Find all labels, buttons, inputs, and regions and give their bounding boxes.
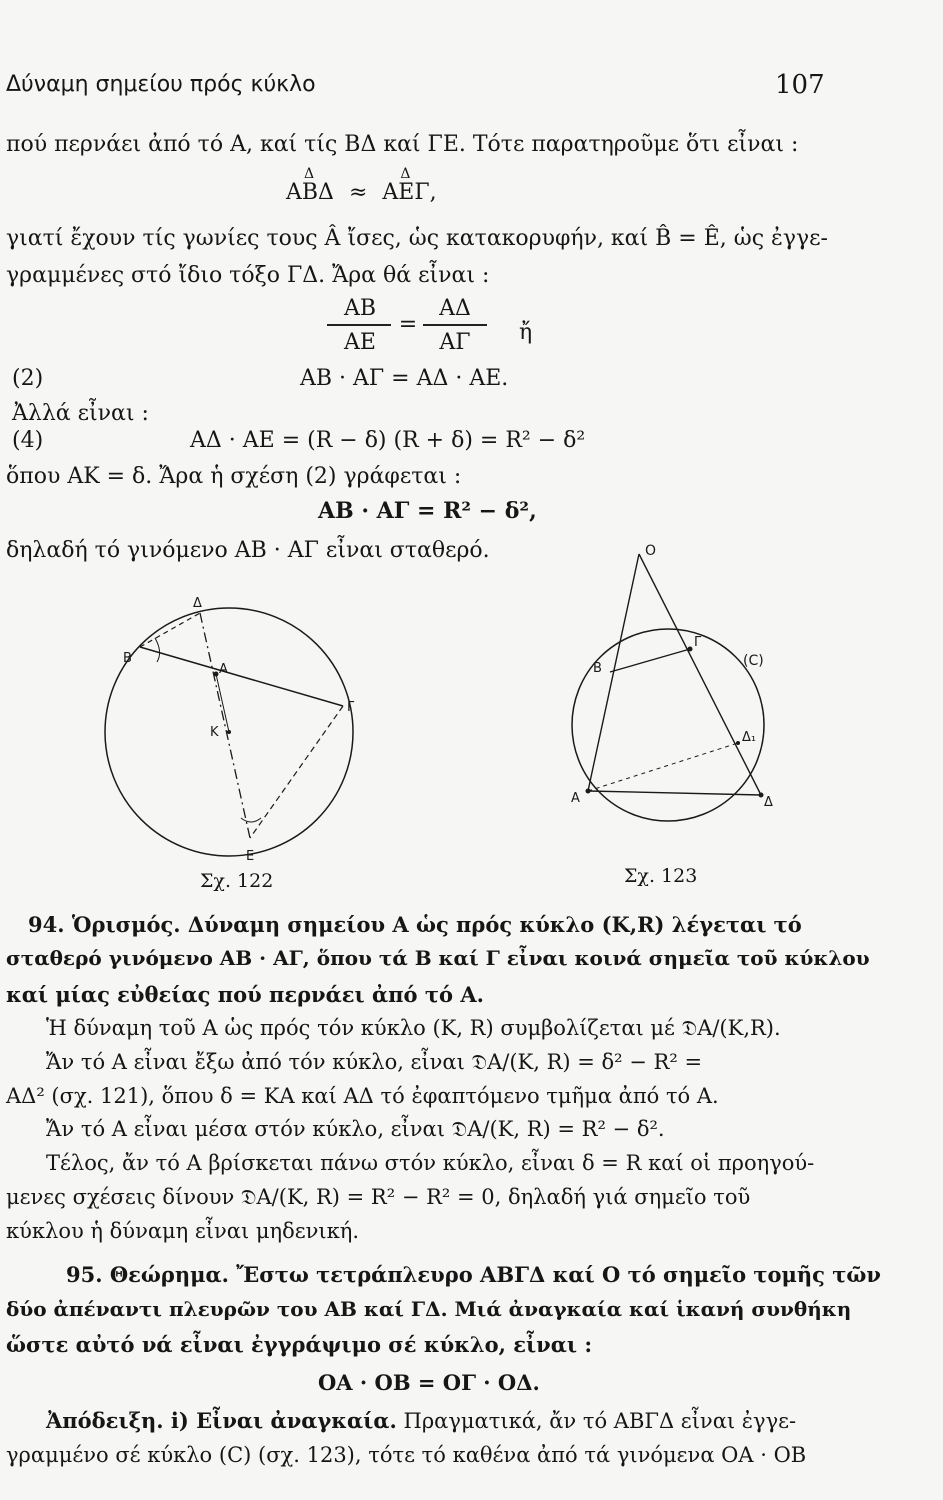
text-line: δηλαδή τό γινόμενο ΑΒ · ΑΓ εἶναι σταθερό. <box>6 538 490 563</box>
text-line: γραμμένες στό ἴδιο τόξο ΓΔ. Ἄρα θά εἶναι : <box>6 263 490 288</box>
label-c: (C) <box>743 653 764 669</box>
chord-de <box>200 613 250 838</box>
section-95-text: δύο ἀπέναντι πλευρῶν του ΑΒ καί ΓΔ. Μιά ἀναγκαία καί ἱκανή συνθήκη <box>6 1297 852 1321</box>
text-line: Ἀλλά εἶναι : <box>12 401 149 426</box>
proof-text: Πραγματικά, ἄν τό ΑΒΓΔ εἶναι ἐγγε- <box>403 1409 797 1433</box>
label-b: Β <box>123 651 132 666</box>
segment-bd <box>140 613 200 647</box>
fraction-bar <box>423 324 487 326</box>
paragraph-line: Τέλος, ἄν τό Α βρίσκεται πάνω στόν κύκλο, εἶναι δ = R καί οἱ προηγού- <box>46 1151 815 1175</box>
fraction-bar <box>327 324 391 326</box>
label-o: Ο <box>645 543 657 559</box>
equation-bold: ΑΒ · ΑΓ = R² − δ², <box>318 498 537 524</box>
label-d: Δ <box>193 596 202 611</box>
paragraph-line: ΑΔ² (σχ. 121), ὅπου δ = ΚΑ καί ΑΔ τό ἐφαπτόμενο τμῆμα ἀπό τό Α. <box>6 1084 719 1108</box>
point-a <box>586 789 591 794</box>
triangle-aeg <box>382 166 437 205</box>
equation-2: ΑΒ · ΑΓ = ΑΔ · ΑΕ. <box>300 366 509 391</box>
triangle-abd <box>286 166 334 205</box>
point-d <box>759 793 764 798</box>
segment-ka <box>216 674 229 732</box>
text-line: πού περνάει ἀπό τό Α, καί τίς ΒΔ καί ΓΕ. Τότε παρατηροῦμε ὅτι εἶναι : <box>6 132 799 157</box>
or-word: ἤ <box>519 320 533 345</box>
page-number: 107 <box>775 70 825 100</box>
label-d1: Δ₁ <box>742 730 757 745</box>
point-g <box>688 647 693 652</box>
paragraph-line: Ἄν τό Α εἶναι μέσα στόν κύκλο, εἶναι 𝔇Α/(Κ, R) = R² − δ². <box>46 1117 665 1141</box>
segment-ad1 <box>588 743 738 791</box>
section-95-heading: 95. Θεώρημα. Ἔστω τετράπλευρο ΑΒΓΔ καί Ο τό σημεῖο τομῆς τῶν <box>66 1262 881 1287</box>
text-line: ὅπου ΑΚ = δ. Ἄρα ἡ σχέση (2) γράφεται : <box>6 464 462 489</box>
fraction-numerator: ΑΔ <box>439 296 471 321</box>
label-g: Γ <box>347 700 355 715</box>
figure-122-caption: Σχ. 122 <box>200 870 274 892</box>
angle-arc-b <box>155 638 160 662</box>
segment-ge <box>250 706 343 838</box>
angle-arc-e <box>241 818 261 822</box>
equation-4: ΑΔ · ΑΕ = (R − δ) (R + δ) = R² − δ² <box>190 428 586 453</box>
similarity-statement <box>286 166 437 205</box>
text-line: γιατί ἔχουν τίς γωνίες τους Â ἴσες, ὡς κατακορυφήν, καί B̂ = Ê, ὡς ἐγγε- <box>6 226 828 251</box>
triangle-symbol: Δ <box>400 166 411 182</box>
label-a: Α <box>571 791 580 806</box>
point-d1 <box>736 741 740 745</box>
paragraph-line: γραμμένο σέ κύκλο (C) (σχ. 123), τότε τό καθένα ἀπό τά γινόμενα ΟΑ · ΟΒ <box>6 1443 807 1467</box>
section-95-equation: ΟΑ · ΟΒ = ΟΓ · ΟΔ. <box>318 1370 540 1395</box>
running-title: Δύναμη σημείου πρός κύκλο <box>6 72 316 97</box>
fraction-denominator: ΑΓ <box>439 330 471 355</box>
label-a: Α <box>219 662 228 677</box>
paragraph-line: κύκλου ἡ δύναμη εἶναι μηδενική. <box>6 1219 360 1243</box>
label-e: Ε <box>246 849 255 864</box>
label-d: Δ <box>764 795 773 810</box>
label-b: Β <box>593 661 602 676</box>
side-bg <box>610 649 690 672</box>
figure-123-caption: Σχ. 123 <box>624 865 698 887</box>
similar-symbol: ≈ <box>348 180 368 205</box>
section-94-text: σταθερό γινόμενο ΑΒ · ΑΓ, ὅπου τά Β καί Γ εἶναι κοινά σημεῖα τοῦ κύκλου <box>6 946 870 970</box>
equation-label: (2) <box>12 366 44 391</box>
label-k: Κ <box>210 725 219 740</box>
section-94-heading: 94. Ὁρισμός. Δύναμη σημείου Α ὡς πρός κύκλο (K,R) λέγεται τό <box>28 912 802 937</box>
figure-123 <box>560 532 800 852</box>
triangle-abd-name: ΑΒΔ <box>286 180 334 205</box>
fraction-denominator: ΑΕ <box>344 330 376 355</box>
line-od <box>639 554 761 795</box>
triangle-aeg-name: ΑΕΓ, <box>382 180 437 205</box>
paragraph-line: μενες σχέσεις δίνουν 𝔇Α/(Κ, R) = R² − R² = 0, δηλαδή γιά σημεῖο τοῦ <box>6 1185 751 1209</box>
fraction-numerator: ΑΒ <box>343 296 377 321</box>
section-94-text: καί μίας εὐθείας πού περνάει ἀπό τό Α. <box>6 982 484 1007</box>
proof-line <box>46 1408 796 1433</box>
label-g: Γ <box>694 635 702 650</box>
paragraph-line: Ἡ δύναμη τοῦ Α ὡς πρός τόν κύκλο (Κ, R) συμβολίζεται μέ 𝔇Α/(Κ,R). <box>46 1016 781 1040</box>
equation-label: (4) <box>12 428 44 453</box>
triangle-symbol: Δ <box>304 166 315 182</box>
equals-sign: = <box>398 312 418 337</box>
proof-heading: Ἀπόδειξη. i) Εἶναι ἀναγκαία. <box>46 1408 397 1433</box>
paragraph-line: Ἄν τό Α εἶναι ἔξω ἀπό τόν κύκλο, εἶναι 𝔇Α/(Κ, R) = δ² − R² = <box>46 1050 703 1074</box>
chord-bg <box>140 647 343 706</box>
section-95-text: ὥστε αὐτό νά εἶναι ἐγγράψιμο σέ κύκλο, εἶναι : <box>6 1332 593 1357</box>
figure-122 <box>95 590 395 890</box>
